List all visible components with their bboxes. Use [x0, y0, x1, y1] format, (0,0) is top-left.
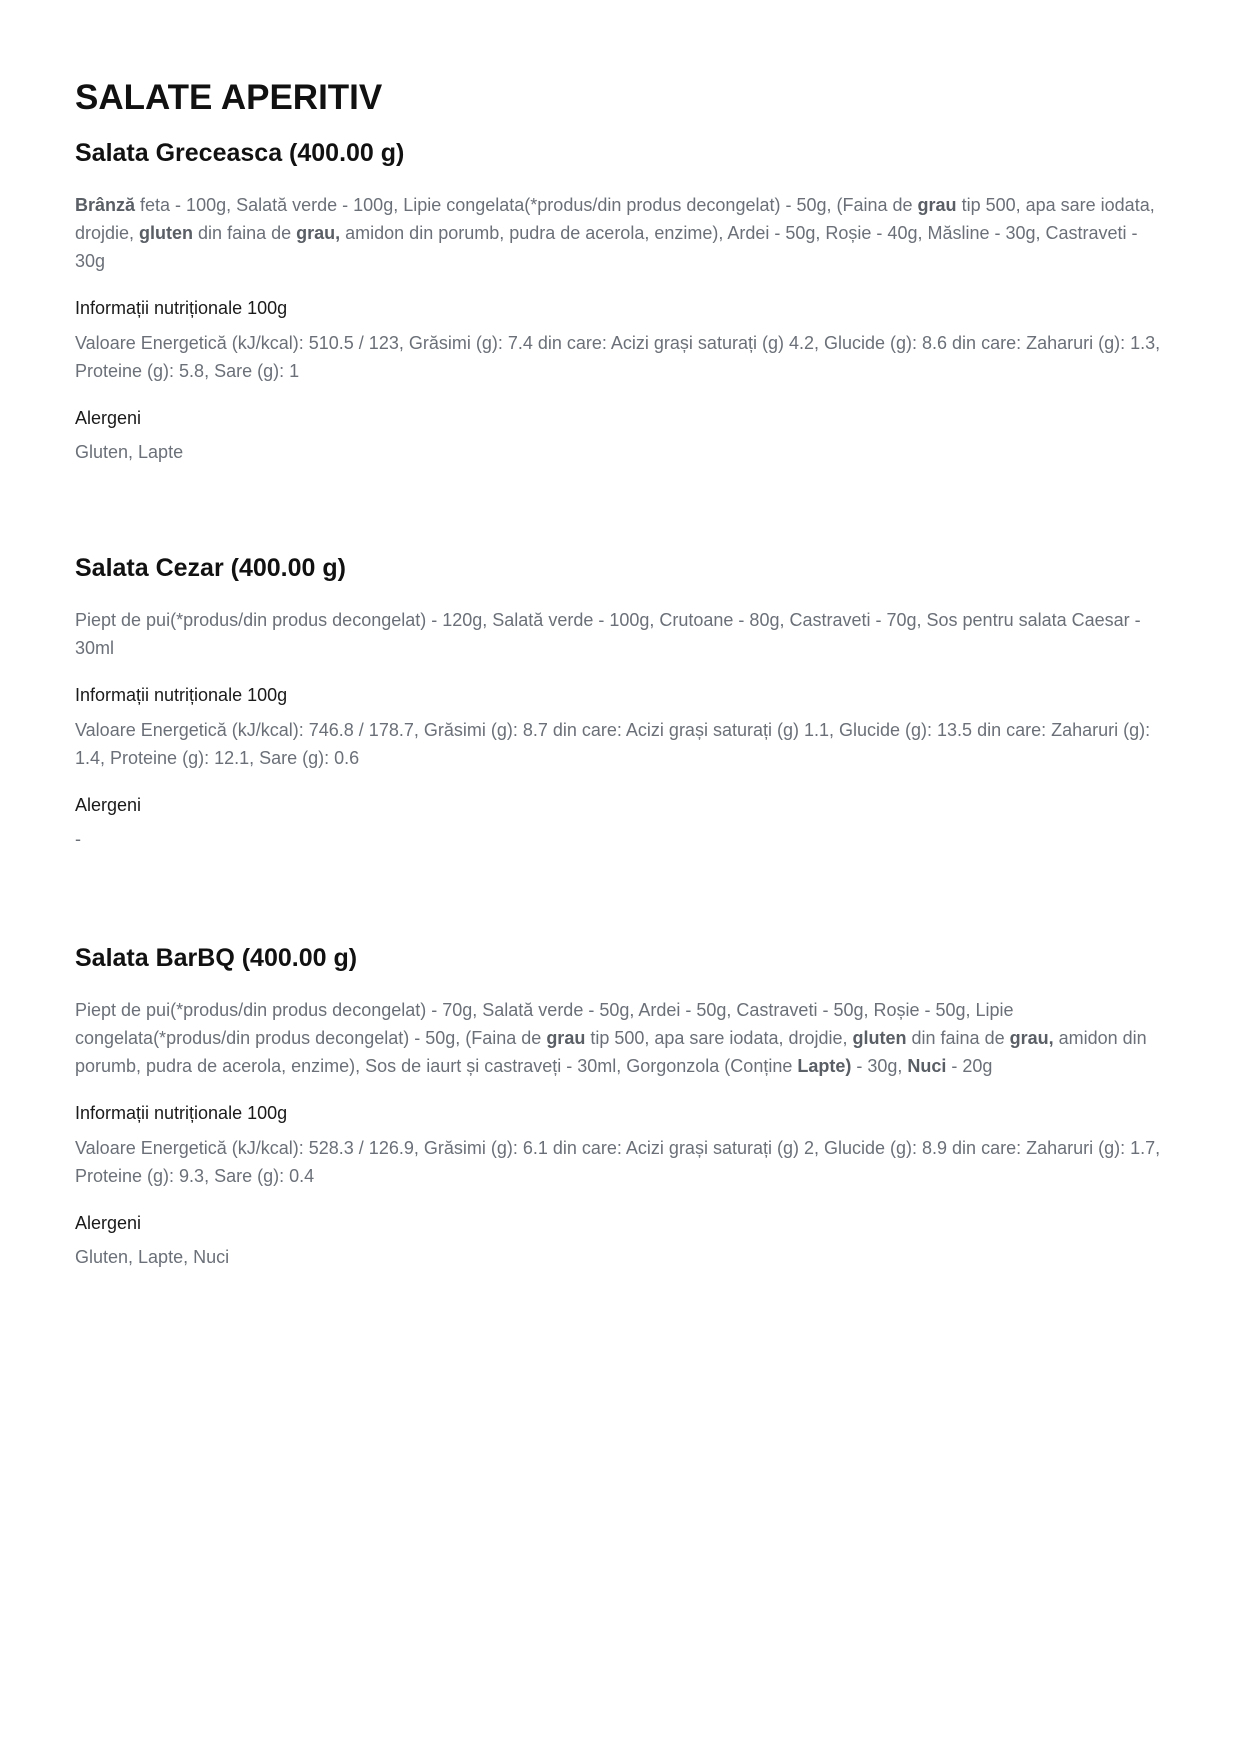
nutrition-values: Valoare Energetică (kJ/kcal): 746.8 / 178.7, Grăsimi (g): 8.7 din care: Acizi grași saturați (g) 1.1, Glucide (g): 13.5 din care: Zaharuri (g): 1.4, Proteine (g): 12.1, Sare (g): 0.6 [75, 720, 1151, 768]
dish-ingredients [75, 996, 1170, 1080]
dish-ingredients [75, 191, 1170, 275]
ingredient-text: amidon din porumb, pudra de acerola, enzime), Sos de iaurt și castraveți - 30ml, Gorgonzola (Conține [75, 1028, 1147, 1076]
allergens-heading: Alergeni [75, 1213, 142, 1233]
allergen-highlight: gluten [852, 1028, 907, 1048]
allergens-list: - [75, 829, 81, 849]
ingredient-text: tip 500, apa sare iodata, drojdie, [75, 195, 1155, 243]
dish-ingredients [75, 606, 1170, 662]
ingredient-text: feta - 100g, Salată verde - 100g, Lipie congelata(*produs/din produs decongelat) - 50g, (Faina de [135, 195, 918, 215]
allergens-heading: Alergeni [75, 408, 142, 428]
allergen-highlight: gluten [139, 223, 194, 243]
ingredient-text: Piept de pui(*produs/din produs decongelat) - 120g, Salată verde - 100g, Crutoane - 80g, Castraveti - 70g, Sos pentru salata Caesar - 30ml [75, 610, 1141, 658]
allergen-highlight: grau [917, 195, 957, 215]
ingredient-text: Piept de pui(*produs/din produs decongelat) - 70g, Salată verde - 50g, Ardei - 50g, Castraveti - 50g, Roșie - 50g, Lipie congelata(*produs/din produs decongelat) - 50g, (Faina de [75, 1000, 1014, 1048]
allergen-highlight: Nuci [907, 1056, 947, 1076]
nutrition-heading: Informații nutriționale 100g [75, 1103, 288, 1123]
dish-title: Salata Cezar (400.00 g) [75, 554, 346, 582]
ingredient-text: - 30g, [851, 1056, 908, 1076]
dish-barbq [75, 940, 1170, 1270]
allergens-list: Gluten, Lapte, Nuci [75, 1247, 230, 1267]
allergens-heading: Alergeni [75, 795, 142, 815]
ingredient-text: din faina de [193, 223, 297, 243]
allergen-highlight: grau, [1009, 1028, 1054, 1048]
ingredient-text: amidon din porumb, pudra de acerola, enzime), Ardei - 50g, Roșie - 40g, Măsline - 30g, Castraveti - 30g [75, 223, 1138, 271]
nutrition-values: Valoare Energetică (kJ/kcal): 510.5 / 123, Grăsimi (g): 7.4 din care: Acizi grași saturați (g) 4.2, Glucide (g): 8.6 din care: Zaharuri (g): 1.3, Proteine (g): 5.8, Sare (g): 1 [75, 333, 1161, 381]
ingredient-text: - 20g [946, 1056, 993, 1076]
ingredient-text: tip 500, apa sare iodata, drojdie, [585, 1028, 853, 1048]
dish-title: Salata BarBQ (400.00 g) [75, 944, 358, 972]
allergens-list: Gluten, Lapte [75, 442, 184, 462]
menu-page [75, 74, 1170, 1267]
page-title: SALATE APERITIV [75, 78, 383, 117]
dish-title: Salata Greceasca (400.00 g) [75, 139, 405, 167]
allergen-highlight: grau, [296, 223, 341, 243]
nutrition-heading: Informații nutriționale 100g [75, 685, 288, 705]
nutrition-values: Valoare Energetică (kJ/kcal): 528.3 / 126.9, Grăsimi (g): 6.1 din care: Acizi grași saturați (g) 2, Glucide (g): 8.9 din care: Zaharuri (g): 1.7, Proteine (g): 9.3, Sare (g): 0.4 [75, 1138, 1161, 1186]
ingredient-text: din faina de [906, 1028, 1010, 1048]
nutrition-heading: Informații nutriționale 100g [75, 298, 288, 318]
dish-cezar [75, 550, 1170, 852]
allergen-highlight: Brânză [75, 195, 136, 215]
allergen-highlight: grau [546, 1028, 586, 1048]
allergen-highlight: Lapte) [797, 1056, 852, 1076]
dish-greceasca [75, 135, 1170, 465]
